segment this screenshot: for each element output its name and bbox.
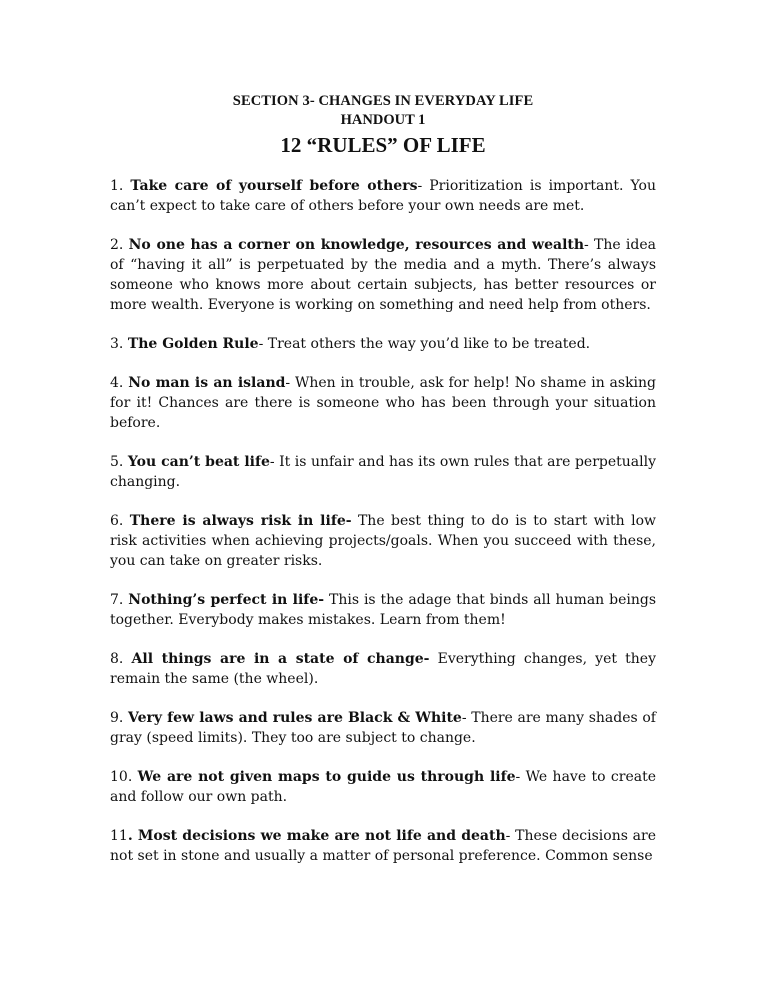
rule-text: Everything changes, yet they remain the same (the wheel). xyxy=(110,651,657,687)
document-page xyxy=(110,92,656,885)
rule-item xyxy=(110,708,656,748)
rule-text: - We have to create and follow our own path. xyxy=(110,769,657,805)
page-title: 12 “RULES” OF LIFE xyxy=(280,133,486,157)
rule-item xyxy=(110,649,656,689)
rule-heading: We are not given maps to guide us through life xyxy=(137,769,516,785)
rule-text: - When in trouble, ask for help! No shame in asking for it! Chances are there is someone who has been through your situation before. xyxy=(110,375,657,431)
rules-list xyxy=(110,176,656,866)
rule-number: 1. xyxy=(110,178,124,194)
rule-number: 9. xyxy=(110,710,124,726)
rule-heading: The Golden Rule xyxy=(127,336,259,352)
rule-item xyxy=(110,235,656,315)
rule-heading: All things are in a state of change- xyxy=(131,651,430,667)
rule-text: The best thing to do is to start with low risk activities when achieving projects/goals. When you succeed with these, you can take on greater risks. xyxy=(110,513,656,569)
rule-heading: . Most decisions we make are not life and death xyxy=(127,828,506,844)
rule-number: 8. xyxy=(110,651,124,667)
rule-heading: Take care of yourself before others xyxy=(130,178,418,194)
rule-heading: Nothing’s perfect in life- xyxy=(128,592,325,608)
rule-text: - There are many shades of gray (speed limits). They too are subject to change. xyxy=(110,710,656,746)
rule-number: 2. xyxy=(110,237,124,253)
rule-number: 5. xyxy=(110,454,124,470)
handout-label: HANDOUT 1 xyxy=(340,112,426,128)
rule-heading: Very few laws and rules are Black & White xyxy=(128,710,462,726)
rule-item xyxy=(110,452,656,492)
rule-text: This is the adage that binds all human beings together. Everybody makes mistakes. Learn from them! xyxy=(110,592,657,628)
rule-text: - It is unfair and has its own rules that are perpetually changing. xyxy=(110,454,656,490)
rule-text: - Treat others the way you’d like to be treated. xyxy=(258,336,591,352)
rule-text: - These decisions are not set in stone and usually a matter of personal preference. Common sense xyxy=(110,828,656,864)
rule-item xyxy=(110,767,656,807)
rule-number: 7. xyxy=(110,592,124,608)
rule-heading: There is always risk in life- xyxy=(129,513,352,529)
rule-item xyxy=(110,373,656,433)
rule-number: 6. xyxy=(110,513,124,529)
rule-text: - The idea of “having it all” is perpetuated by the media and a myth. There’s always someone who knows more about certain subjects, has better resources or more wealth. Everyone is working on something and need help from others. xyxy=(110,237,656,313)
rule-item xyxy=(110,826,656,866)
rule-number: 10. xyxy=(110,769,133,785)
rule-item xyxy=(110,590,656,630)
rule-number: 4. xyxy=(110,375,124,391)
section-title: SECTION 3- CHANGES IN EVERYDAY LIFE xyxy=(232,93,534,109)
rule-heading: You can’t beat life xyxy=(127,454,270,470)
rule-text: - Prioritization is important. You can’t expect to take care of others before your own needs are met. xyxy=(110,178,656,214)
rule-item xyxy=(110,176,656,216)
rule-heading: No one has a corner on knowledge, resources and wealth xyxy=(128,237,585,253)
document-header xyxy=(110,92,656,158)
rule-number: 3. xyxy=(110,336,124,352)
rule-item xyxy=(110,334,656,354)
rule-number: 11 xyxy=(110,828,128,844)
rule-heading: No man is an island xyxy=(128,375,286,391)
rule-item xyxy=(110,511,656,571)
